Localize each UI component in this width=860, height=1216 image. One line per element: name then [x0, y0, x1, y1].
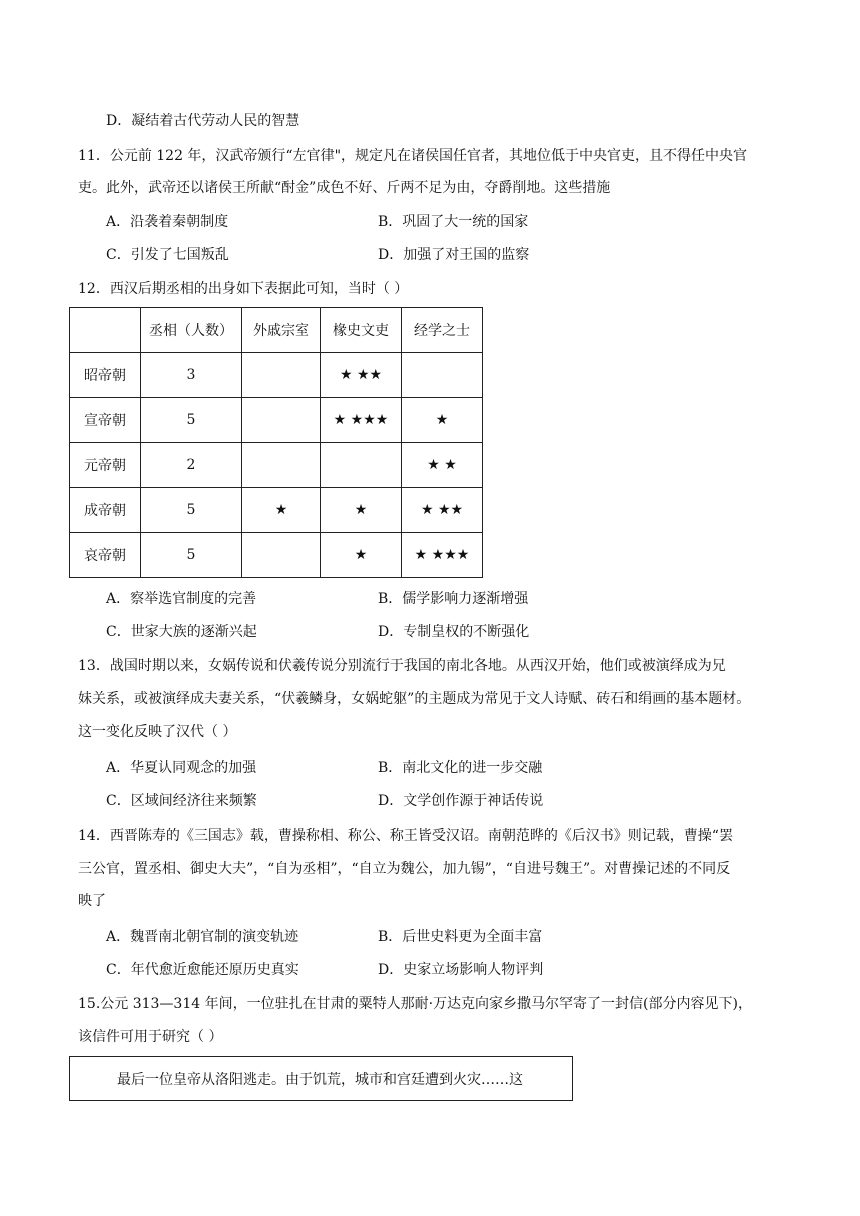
q11-option-b: B．巩固了大一统的国家: [378, 214, 529, 230]
q14-stem-line2: 三公官，置丞相、御史大夫”，“自为丞相”，“自立为魏公，加九锡”，“自进号魏王”。对曹操记述的不同反: [78, 861, 731, 877]
table-cell: ★ ★★: [402, 488, 483, 533]
table-cell: 5: [141, 488, 242, 533]
table-cell: 5: [141, 398, 242, 443]
q13-stem-line2: 妹关系，或被演绎成夫妻关系，“伏羲鳞身，女娲蛇躯”的主题成为常见于文人诗赋、砖石和绢画的基本题材。: [78, 691, 751, 707]
table-cell: ★ ★★★: [321, 398, 402, 443]
table-cell: 成帝朝: [70, 488, 141, 533]
q15-stem-line2: 该信件可用于研究（ ）: [78, 1029, 223, 1045]
q13-stem-line1: 13．战国时期以来，女娲传说和伏羲传说分别流行于我国的南北各地。从西汉开始，他们或被演绎成为兄: [78, 658, 726, 674]
table-cell: 5: [141, 533, 242, 578]
table-cell: 元帝朝: [70, 443, 141, 488]
q14-stem-line3: 映了: [78, 893, 106, 909]
q13-option-c: C．区域间经济往来频繁: [106, 793, 257, 809]
q12-option-c: C．世家大族的逐渐兴起: [106, 624, 257, 640]
q15-quote-box: [69, 1056, 573, 1101]
q12-option-b: B．儒学影响力逐渐增强: [378, 591, 529, 607]
table-cell: ★ ★★: [321, 353, 402, 398]
q15-quote-text: 最后一位皇帝从洛阳逃走。由于饥荒，城市和宫廷遭到火灾……这: [117, 1072, 523, 1088]
q11-option-c: C．引发了七国叛乱: [106, 247, 229, 263]
table-cell: [402, 353, 483, 398]
table-cell: 宣帝朝: [70, 398, 141, 443]
table-row: [70, 533, 483, 578]
table-cell: ★ ★: [402, 443, 483, 488]
table-cell: ★: [321, 488, 402, 533]
table-cell: 3: [141, 353, 242, 398]
table-header-cell: 丞相（人数）: [141, 308, 242, 353]
q14-option-c: C．年代愈近愈能还原历史真实: [106, 962, 299, 978]
table-cell: 哀帝朝: [70, 533, 141, 578]
table-header-cell: 外戚宗室: [242, 308, 321, 353]
q11-stem-line2: 吏。此外，武帝还以诸侯王所献“酎金”成色不好、斤两不足为由，夺爵削地。这些措施: [78, 180, 611, 196]
q13-stem-line3: 这一变化反映了汉代（ ）: [78, 724, 237, 740]
q11-option-a: A．沿袭着秦朝制度: [106, 214, 229, 230]
table-row: [70, 488, 483, 533]
table-cell: [242, 533, 321, 578]
q14-option-d: D．史家立场影响人物评判: [378, 962, 544, 978]
table-row: [70, 443, 483, 488]
table-cell: ★: [321, 533, 402, 578]
table-row: [70, 398, 483, 443]
q11-stem-line1: 11．公元前 122 年，汉武帝颁行“左官律"，规定凡在诸侯国任官者，其地位低于中央官吏，且不得任中央官: [78, 148, 748, 164]
table-header-cell: 经学之士: [402, 308, 483, 353]
q13-option-d: D．文学创作源于神话传说: [378, 793, 544, 809]
q12-option-d: D．专制皇权的不断强化: [378, 624, 530, 640]
table-cell: [321, 443, 402, 488]
q14-option-b: B．后世史料更为全面丰富: [378, 929, 543, 945]
q13-option-a: A．华夏认同观念的加强: [106, 760, 257, 776]
table-header-row: [70, 308, 483, 353]
chancellor-origin-table: [69, 307, 483, 578]
table-cell: 2: [141, 443, 242, 488]
table-cell: [242, 353, 321, 398]
q15-stem-line1: 15.公元 313—314 年间，一位驻扎在甘肃的粟特人那耐·万达克向家乡撒马尔罕寄了一封信(部分内容见下)，: [78, 996, 752, 1012]
table-cell: [242, 398, 321, 443]
table-cell: ★: [242, 488, 321, 533]
q14-option-a: A．魏晋南北朝官制的演变轨迹: [106, 929, 299, 945]
q10-option-d: D．凝结着古代劳动人民的智慧: [106, 113, 300, 129]
table-header-cell: 椽史文吏: [321, 308, 402, 353]
table-header-cell: [70, 308, 141, 353]
table-cell: ★ ★★★: [402, 533, 483, 578]
table-row: [70, 353, 483, 398]
q13-option-b: B．南北文化的进一步交融: [378, 760, 543, 776]
table-cell: 昭帝朝: [70, 353, 141, 398]
q12-option-a: A．察举选官制度的完善: [106, 591, 257, 607]
q11-option-d: D．加强了对王国的监察: [378, 247, 530, 263]
q12-stem: 12．西汉后期丞相的出身如下表据此可知，当时（ ）: [78, 281, 409, 297]
table-cell: ★: [402, 398, 483, 443]
table-cell: [242, 443, 321, 488]
q14-stem-line1: 14．西晋陈寿的《三国志》载，曹操称相、称公、称王皆受汉诏。南朝范晔的《后汉书》则记载，曹操“罢: [78, 828, 733, 844]
